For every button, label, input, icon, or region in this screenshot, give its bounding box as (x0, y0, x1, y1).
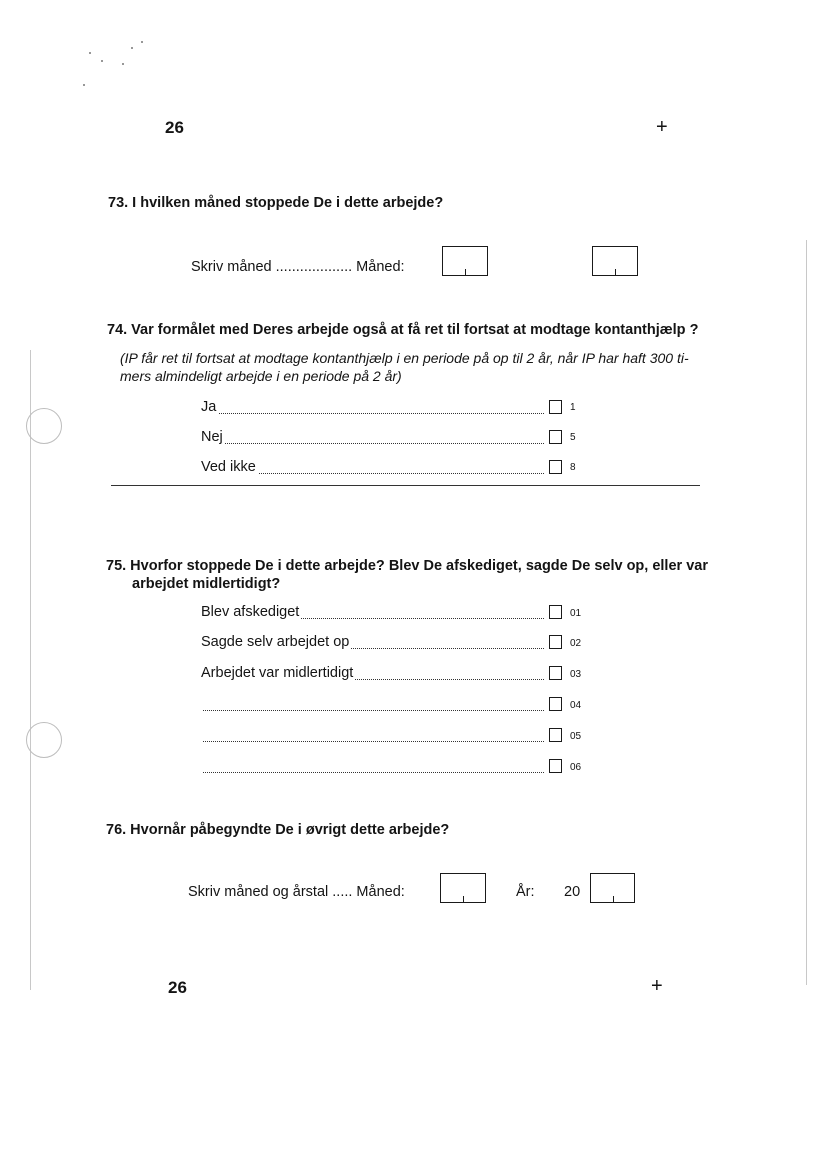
q76-year-input-box[interactable] (590, 873, 635, 903)
q75-option-04-blank[interactable] (201, 696, 544, 714)
page-number-top: 26 (165, 118, 184, 137)
scan-speck (89, 52, 91, 54)
scan-speck (101, 60, 103, 62)
q75-code-03: 03 (570, 669, 582, 680)
q75-code-02: 02 (570, 638, 582, 649)
option-label: Arbejdet var midlertidigt (201, 665, 354, 681)
q76-year-prefix: 20 (564, 884, 581, 900)
q75-option-03 (201, 665, 544, 683)
q75-checkbox-03[interactable] (549, 666, 562, 680)
scan-speck (83, 84, 85, 86)
right-page-edge-line (806, 240, 807, 985)
q75-code-06: 06 (570, 762, 582, 773)
q74-code-nej: 5 (570, 432, 576, 443)
q75-option-01 (201, 604, 544, 622)
q74-checkbox-nej[interactable] (549, 430, 562, 444)
page-number-bottom: 26 (168, 978, 187, 997)
section-divider (111, 485, 700, 486)
option-label: Blev afskediget (201, 604, 300, 620)
plus-mark-top: + (656, 116, 668, 138)
option-label: Nej (201, 429, 223, 445)
option-label (201, 727, 203, 743)
q75-checkbox-05[interactable] (549, 728, 562, 742)
option-label: Ja (201, 399, 217, 415)
question-75-title-line1: 75. Hvorfor stoppede De i dette arbejde? Blev De afskediget, sagde De selv op, eller var (106, 558, 708, 574)
q74-option-ved-ikke (201, 459, 544, 477)
q74-code-ved-ikke: 8 (570, 462, 576, 473)
option-label: Sagde selv arbejdet op (201, 634, 350, 650)
option-label (201, 758, 203, 774)
option-label: Ved ikke (201, 459, 256, 475)
question-75-title-line2: arbejdet midlertidigt? (132, 576, 281, 592)
scan-speck (131, 47, 133, 49)
q74-code-ja: 1 (570, 402, 576, 413)
q75-checkbox-01[interactable] (549, 605, 562, 619)
plus-mark-bottom: + (651, 975, 663, 997)
question-74-note-line1: (IP får ret til fortsat at modtage kontanthjælp i en periode på op til 2 år, når IP har haft 300 ti- (120, 350, 689, 366)
q73-month-input-box[interactable] (442, 246, 488, 276)
q74-checkbox-ja[interactable] (549, 400, 562, 414)
q75-option-05-blank[interactable] (201, 727, 544, 745)
q74-option-ja (201, 399, 544, 417)
q75-checkbox-04[interactable] (549, 697, 562, 711)
q75-checkbox-06[interactable] (549, 759, 562, 773)
scan-speck (122, 63, 124, 65)
q74-checkbox-ved-ikke[interactable] (549, 460, 562, 474)
scan-speck (141, 41, 143, 43)
punch-hole-upper (26, 408, 62, 444)
question-73-title: 73. I hvilken måned stoppede De i dette arbejde? (108, 195, 444, 211)
question-76-title: 76. Hvornår påbegyndte De i øvrigt dette arbejde? (106, 822, 450, 838)
q75-code-04: 04 (570, 700, 582, 711)
q74-option-nej (201, 429, 544, 447)
q76-month-input-box[interactable] (440, 873, 486, 903)
punch-hole-lower (26, 722, 62, 758)
question-74-title: 74. Var formålet med Deres arbejde også at få ret til fortsat at modtage kontanthjælp ? (107, 322, 699, 338)
left-page-edge-line (30, 350, 31, 990)
q75-option-02 (201, 634, 544, 652)
q75-checkbox-02[interactable] (549, 635, 562, 649)
question-76-prompt: Skriv måned og årstal ..... Måned: (188, 884, 405, 900)
question-73-prompt: Skriv måned ................... Måned: (191, 259, 405, 275)
q73-extra-input-box[interactable] (592, 246, 638, 276)
option-label (201, 696, 203, 712)
q76-year-label: År: (516, 884, 535, 900)
q75-code-05: 05 (570, 731, 582, 742)
q75-code-01: 01 (570, 608, 582, 619)
question-74-note-line2: mers almindeligt arbejde i en periode på 2 år) (120, 368, 402, 384)
q75-option-06-blank[interactable] (201, 758, 544, 776)
